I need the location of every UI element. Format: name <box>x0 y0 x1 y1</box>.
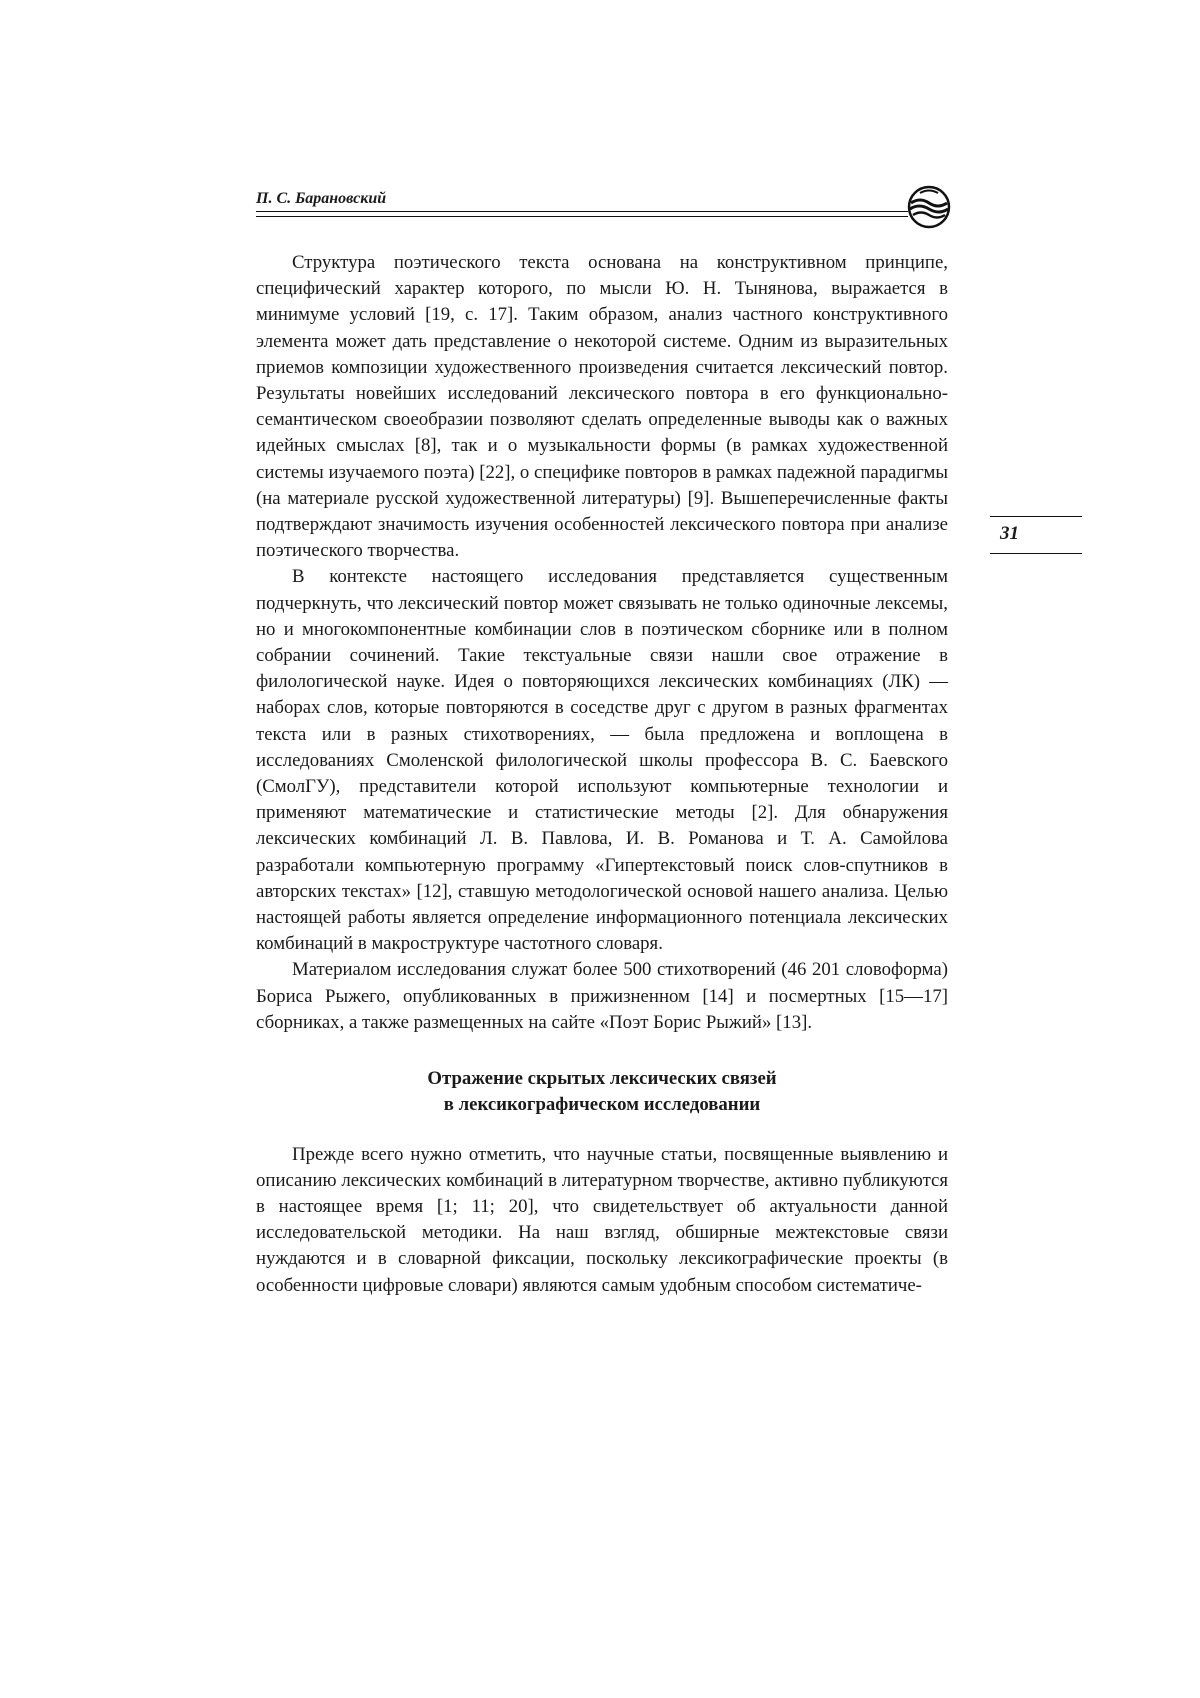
section-heading-line-1: Отражение скрытых лексических связей <box>427 1068 777 1090</box>
page-number: 31 <box>1000 523 1019 544</box>
article-body <box>256 250 948 1299</box>
waves-globe-icon <box>906 184 952 230</box>
running-header <box>256 190 948 220</box>
author-name: П. С. Барановский <box>256 190 387 207</box>
section-heading <box>256 1066 948 1118</box>
paragraph-1: Структура поэтического текста основана на конструктивном принципе, специфический характер которого, по мысли Ю. Н. Тынянова, выражается в минимуме условий [19, с. 17]. Таким образом, анализ частного конструктивного элемента может дать представление о некоторой системе. Одним из выразительных приемов композиции художественного произведения считается лексический повтор. Результаты новейших исследований лексического повтора в его функционально-семантическом своеобразии позволяют сделать определенные выводы как о важных идейных смыслах [8], так и о музыкальности формы (в рамках художественной системы изучаемого поэта) [22], о специфике повторов в рамках падежной парадигмы (на материале русской художественной литературы) [9]. Вышеперечисленные факты подтверждают значимость изучения особенностей лексического повтора при анализе поэтического творчества. <box>256 252 948 562</box>
header-rule-bottom <box>256 216 908 217</box>
section-heading-line-2: в лексикографическом исследовании <box>443 1094 761 1116</box>
paragraph-3: Материалом исследования служат более 500 стихотворений (46 201 словоформа) Бориса Рыжего, опубликованных в прижизненном [14] и посмертных [15—17] сборниках, а также размещенных на сайте «Поэт Борис Рыжий» [13]. <box>256 959 948 1033</box>
page-number-box <box>990 516 1082 554</box>
paragraph-4: Прежде всего нужно отметить, что научные статьи, посвященные выявлению и описанию лексических комбинаций в литературном творчестве, активно публикуются в настоящее время [1; 11; 20], что свидетельствует об актуальности данной исследовательской методики. На наш взгляд, обширные межтекстовые связи нуждаются и в словарной фиксации, поскольку лексикографические проекты (в особенности цифровые словари) являются самым удобным способом систематиче- <box>256 1143 948 1296</box>
paragraph-2: В контексте настоящего исследования представляется существенным подчеркнуть, что лексический повтор может связывать не только одиночные лексемы, но и многокомпонентные комбинации слов в поэтическом сборнике или в полном собрании сочинений. Такие текстуальные связи нашли свое отражение в филологической науке. Идея о повторяющихся лексических комбинациях (ЛК) — наборах слов, которые повторяются в соседстве друг с другом в разных фрагментах текста или в разных стихотворениях, — была предложена и воплощена в исследованиях Смоленской филологической школы профессора В. С. Баевского (СмолГУ), представители которой используют компьютерные технологии и применяют математические и статистические методы [2]. Для обнаружения лексических комбинаций Л. В. Павлова, И. В. Романова и Т. А. Самойлова разработали компьютерную программу «Гипертекстовый поиск слов-спутников в авторских текстах» [12], ставшую методологической основой нашего анализа. Целью настоящей работы является определение информационного потенциала лексических комбинаций в макроструктуре частотного словаря. <box>256 566 948 955</box>
header-rule-top <box>256 211 908 212</box>
